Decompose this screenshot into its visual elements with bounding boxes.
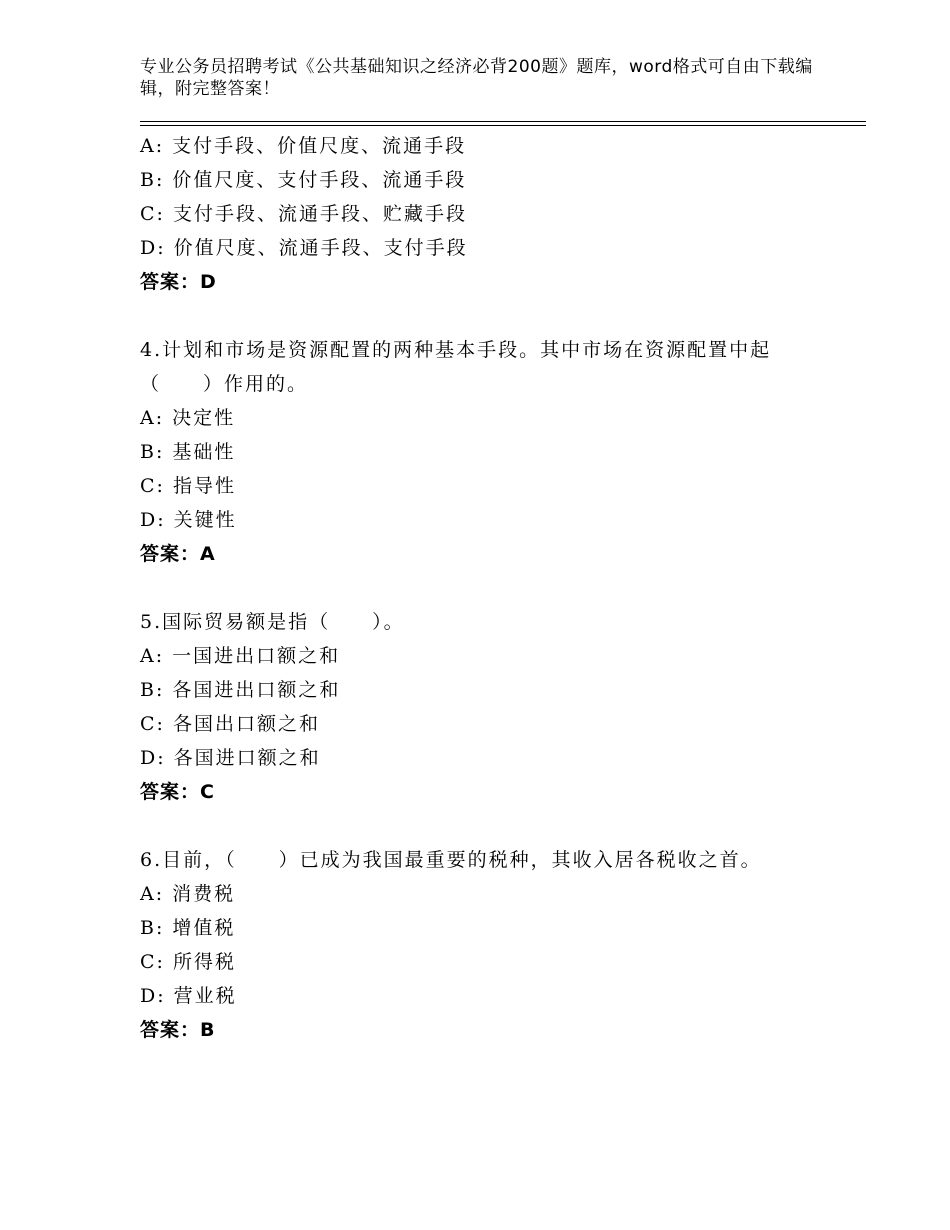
spacer — [140, 299, 840, 333]
q6-answer: 答案：B — [140, 1019, 216, 1041]
q6-option-b: B: 增值税 — [140, 917, 236, 939]
q4-option-c: C: 指导性 — [140, 475, 236, 497]
q6-option-d: D: 营业税 — [140, 985, 237, 1007]
question-3-block — [140, 129, 840, 299]
q4-option-b: B: 基础性 — [140, 441, 236, 463]
document-header: 专业公务员招聘考试《公共基础知识之经济必背200题》题库，word格式可自由下载编辑，附完整答案！ — [140, 57, 813, 99]
question-4-block — [140, 333, 840, 571]
q5-option-b: B: 各国进出口额之和 — [140, 679, 341, 701]
q5-question-line-1: 5.国际贸易额是指（ ）。 — [140, 611, 405, 633]
q4-option-a: A: 决定性 — [140, 407, 236, 429]
q6-question-line-1: 6.目前，（ ）已成为我国最重要的税种，其收入居各税收之首。 — [140, 849, 762, 871]
q3-option-d: D: 价值尺度、流通手段、支付手段 — [140, 237, 468, 259]
q3-option-b: B: 价值尺度、支付手段、流通手段 — [140, 169, 467, 191]
spacer — [140, 809, 840, 843]
header-rule-bottom — [140, 125, 866, 126]
q5-answer: 答案：C — [140, 781, 215, 803]
header-rule-top — [140, 121, 866, 122]
q4-answer: 答案：A — [140, 543, 216, 565]
q3-answer: 答案：D — [140, 271, 217, 293]
q4-question-line-1: 4.计划和市场是资源配置的两种基本手段。其中市场在资源配置中起 — [140, 339, 772, 361]
q6-option-a: A: 消费税 — [140, 883, 236, 905]
q3-option-c: C: 支付手段、流通手段、贮藏手段 — [140, 203, 467, 225]
question-5-block — [140, 605, 840, 809]
q4-option-d: D: 关键性 — [140, 509, 237, 531]
spacer — [140, 571, 840, 605]
q5-option-a: A: 一国进出口额之和 — [140, 645, 341, 667]
document-body — [140, 129, 840, 1047]
question-6-block — [140, 843, 840, 1047]
q5-option-c: C: 各国出口额之和 — [140, 713, 320, 735]
q5-option-d: D: 各国进口额之和 — [140, 747, 321, 769]
q6-option-c: C: 所得税 — [140, 951, 236, 973]
q3-option-a: A: 支付手段、价值尺度、流通手段 — [140, 135, 467, 157]
q4-question-line-2: （ ）作用的。 — [140, 373, 309, 395]
